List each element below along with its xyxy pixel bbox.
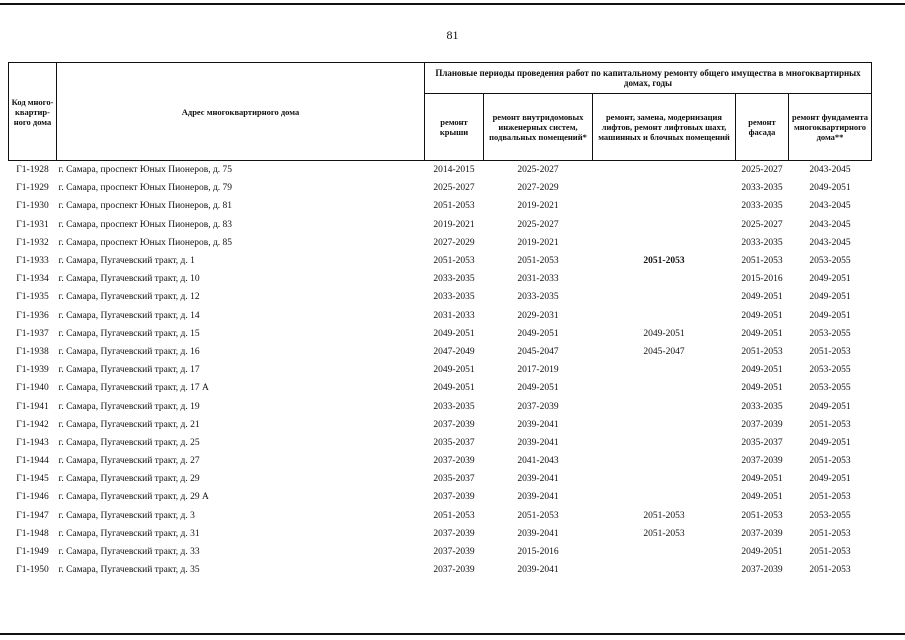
table-row bbox=[9, 343, 872, 361]
cell-roof: 2051-2053 bbox=[433, 510, 475, 521]
cell-facade: 2037-2039 bbox=[741, 419, 783, 430]
table-row bbox=[9, 397, 872, 415]
cell-systems: 2015-2016 bbox=[517, 547, 559, 558]
cell-lifts bbox=[593, 361, 736, 379]
cell-code: Г1-1942 bbox=[16, 419, 49, 430]
cell-address: г. Самара, проспект Юных Пионеров, д. 81 bbox=[58, 201, 233, 212]
cell-roof: 2033-2035 bbox=[433, 292, 475, 303]
cell-facade: 2049-2051 bbox=[741, 310, 783, 321]
cell-systems: 2019-2021 bbox=[517, 201, 559, 212]
cell-code: Г1-1940 bbox=[16, 383, 49, 394]
table-row bbox=[9, 325, 872, 343]
cell-code: Г1-1933 bbox=[16, 256, 49, 267]
cell-facade: 2049-2051 bbox=[741, 365, 783, 376]
cell-facade: 2025-2027 bbox=[741, 165, 783, 176]
cell-foundation: 2043-2045 bbox=[809, 201, 851, 212]
cell-systems: 2033-2035 bbox=[517, 292, 559, 303]
cell-code: Г1-1949 bbox=[16, 547, 49, 558]
header-lifts: ремонт, замена, модернизация лифтов, ремонт лифтовых шахт, машинных и блочных помещений bbox=[593, 94, 736, 161]
cell-facade: 2049-2051 bbox=[741, 547, 783, 558]
header-roof: ремонт крыши bbox=[425, 94, 484, 161]
cell-roof: 2037-2039 bbox=[433, 565, 475, 576]
cell-roof: 2035-2037 bbox=[433, 437, 475, 448]
cell-roof: 2033-2035 bbox=[433, 274, 475, 285]
table-row bbox=[9, 179, 872, 197]
cell-address: г. Самара, Пугачевский тракт, д. 19 bbox=[58, 401, 200, 412]
cell-facade: 2033-2035 bbox=[741, 237, 783, 248]
cell-systems: 2039-2041 bbox=[517, 492, 559, 503]
cell-foundation: 2049-2051 bbox=[809, 292, 851, 303]
cell-foundation: 2053-2055 bbox=[809, 328, 851, 339]
cell-lifts: 2045-2047 bbox=[643, 346, 685, 357]
cell-lifts bbox=[593, 543, 736, 561]
cell-systems: 2017-2019 bbox=[517, 365, 559, 376]
cell-foundation: 2049-2051 bbox=[809, 274, 851, 285]
cell-roof: 2051-2053 bbox=[433, 201, 475, 212]
cell-foundation: 2051-2053 bbox=[809, 456, 851, 467]
cell-systems: 2025-2027 bbox=[517, 165, 559, 176]
cell-lifts bbox=[593, 379, 736, 397]
table-row bbox=[9, 488, 872, 506]
cell-lifts: 2051-2053 bbox=[643, 510, 685, 521]
cell-roof: 2049-2051 bbox=[433, 383, 475, 394]
cell-systems: 2051-2053 bbox=[517, 510, 559, 521]
cell-address: г. Самара, Пугачевский тракт, д. 35 bbox=[58, 565, 200, 576]
table-row bbox=[9, 197, 872, 215]
cell-roof: 2037-2039 bbox=[433, 492, 475, 503]
header-periods: Плановые периоды проведения работ по капитальному ремонту общего имущества в многоквартирных домах, годы bbox=[425, 63, 872, 94]
cell-facade: 2035-2037 bbox=[741, 437, 783, 448]
page-number: 81 bbox=[446, 28, 459, 42]
cell-code: Г1-1938 bbox=[16, 346, 49, 357]
cell-foundation: 2053-2055 bbox=[809, 256, 851, 267]
cell-code: Г1-1931 bbox=[16, 219, 49, 230]
table-row bbox=[9, 507, 872, 525]
cell-address: г. Самара, Пугачевский тракт, д. 17 А bbox=[58, 383, 209, 394]
cell-code: Г1-1928 bbox=[16, 165, 49, 176]
cell-lifts: 2051-2053 bbox=[643, 528, 685, 539]
cell-lifts bbox=[593, 397, 736, 415]
cell-roof: 2014-2015 bbox=[433, 165, 475, 176]
cell-code: Г1-1946 bbox=[16, 492, 49, 503]
cell-facade: 2049-2051 bbox=[741, 383, 783, 394]
cell-code: Г1-1936 bbox=[16, 310, 49, 321]
header-code: Код много-квартир-ного дома bbox=[9, 63, 57, 161]
cell-address: г. Самара, Пугачевский тракт, д. 12 bbox=[58, 292, 200, 303]
table-row bbox=[9, 361, 872, 379]
cell-roof: 2027-2029 bbox=[433, 237, 475, 248]
cell-code: Г1-1930 bbox=[16, 201, 49, 212]
cell-foundation: 2043-2045 bbox=[809, 165, 851, 176]
cell-lifts: 2049-2051 bbox=[643, 328, 685, 339]
cell-systems: 2039-2041 bbox=[517, 565, 559, 576]
cell-systems: 2045-2047 bbox=[517, 346, 559, 357]
cell-systems: 2039-2041 bbox=[517, 419, 559, 430]
cell-facade: 2049-2051 bbox=[741, 474, 783, 485]
cell-foundation: 2051-2053 bbox=[809, 492, 851, 503]
cell-foundation: 2049-2051 bbox=[809, 183, 851, 194]
cell-facade: 2049-2051 bbox=[741, 292, 783, 303]
cell-facade: 2051-2053 bbox=[741, 510, 783, 521]
cell-foundation: 2043-2045 bbox=[809, 237, 851, 248]
table-row bbox=[9, 434, 872, 452]
cell-address: г. Самара, Пугачевский тракт, д. 3 bbox=[58, 510, 195, 521]
table-row bbox=[9, 379, 872, 397]
cell-facade: 2037-2039 bbox=[741, 565, 783, 576]
cell-foundation: 2051-2053 bbox=[809, 528, 851, 539]
cell-roof: 2049-2051 bbox=[433, 328, 475, 339]
cell-facade: 2049-2051 bbox=[741, 328, 783, 339]
cell-code: Г1-1948 bbox=[16, 528, 49, 539]
cell-roof: 2019-2021 bbox=[433, 219, 475, 230]
cell-lifts bbox=[593, 470, 736, 488]
cell-address: г. Самара, проспект Юных Пионеров, д. 83 bbox=[58, 219, 233, 230]
cell-code: Г1-1941 bbox=[16, 401, 49, 412]
cell-roof: 2035-2037 bbox=[433, 474, 475, 485]
cell-systems: 2025-2027 bbox=[517, 219, 559, 230]
cell-address: г. Самара, проспект Юных Пионеров, д. 75 bbox=[58, 165, 233, 176]
cell-address: г. Самара, Пугачевский тракт, д. 25 bbox=[58, 437, 200, 448]
top-rule bbox=[0, 3, 905, 5]
cell-roof: 2025-2027 bbox=[433, 183, 475, 194]
cell-address: г. Самара, Пугачевский тракт, д. 33 bbox=[58, 547, 200, 558]
table-row bbox=[9, 288, 872, 306]
cell-roof: 2037-2039 bbox=[433, 547, 475, 558]
cell-systems: 2031-2033 bbox=[517, 274, 559, 285]
cell-foundation: 2051-2053 bbox=[809, 419, 851, 430]
table-body bbox=[9, 161, 872, 580]
table-row bbox=[9, 307, 872, 325]
cell-facade: 2033-2035 bbox=[741, 401, 783, 412]
cell-lifts: 2051-2053 bbox=[643, 256, 685, 267]
cell-lifts bbox=[593, 416, 736, 434]
bottom-rule bbox=[0, 633, 905, 635]
cell-code: Г1-1950 bbox=[16, 565, 49, 576]
cell-foundation: 2049-2051 bbox=[809, 437, 851, 448]
cell-address: г. Самара, Пугачевский тракт, д. 27 bbox=[58, 456, 200, 467]
cell-address: г. Самара, Пугачевский тракт, д. 21 bbox=[58, 419, 200, 430]
cell-foundation: 2051-2053 bbox=[809, 346, 851, 357]
cell-foundation: 2053-2055 bbox=[809, 383, 851, 394]
cell-roof: 2047-2049 bbox=[433, 346, 475, 357]
cell-address: г. Самара, Пугачевский тракт, д. 29 bbox=[58, 474, 200, 485]
cell-code: Г1-1929 bbox=[16, 183, 49, 194]
table-row bbox=[9, 270, 872, 288]
cell-address: г. Самара, Пугачевский тракт, д. 14 bbox=[58, 310, 200, 321]
cell-lifts bbox=[593, 288, 736, 306]
cell-code: Г1-1943 bbox=[16, 437, 49, 448]
cell-lifts bbox=[593, 434, 736, 452]
table-row bbox=[9, 252, 872, 270]
cell-systems: 2049-2051 bbox=[517, 383, 559, 394]
cell-systems: 2019-2021 bbox=[517, 237, 559, 248]
table-row bbox=[9, 561, 872, 579]
cell-address: г. Самара, Пугачевский тракт, д. 1 bbox=[58, 256, 195, 267]
cell-lifts bbox=[593, 452, 736, 470]
cell-code: Г1-1944 bbox=[16, 456, 49, 467]
header-systems: ремонт внутридомовых инженерных систем, подвальных помещений* bbox=[484, 94, 593, 161]
cell-roof: 2051-2053 bbox=[433, 256, 475, 267]
cell-lifts bbox=[593, 216, 736, 234]
cell-roof: 2049-2051 bbox=[433, 365, 475, 376]
cell-facade: 2025-2027 bbox=[741, 219, 783, 230]
table-row bbox=[9, 216, 872, 234]
cell-code: Г1-1937 bbox=[16, 328, 49, 339]
cell-systems: 2027-2029 bbox=[517, 183, 559, 194]
table-row bbox=[9, 416, 872, 434]
cell-foundation: 2051-2053 bbox=[809, 565, 851, 576]
cell-address: г. Самара, Пугачевский тракт, д. 10 bbox=[58, 274, 200, 285]
cell-code: Г1-1932 bbox=[16, 237, 49, 248]
cell-code: Г1-1945 bbox=[16, 474, 49, 485]
cell-systems: 2039-2041 bbox=[517, 528, 559, 539]
table-row bbox=[9, 470, 872, 488]
cell-lifts bbox=[593, 488, 736, 506]
cell-address: г. Самара, Пугачевский тракт, д. 29 А bbox=[58, 492, 209, 503]
cell-facade: 2049-2051 bbox=[741, 492, 783, 503]
cell-code: Г1-1947 bbox=[16, 510, 49, 521]
cell-address: г. Самара, Пугачевский тракт, д. 16 bbox=[58, 346, 200, 357]
header-facade: ремонт фасада bbox=[736, 94, 789, 161]
repair-schedule-table bbox=[8, 62, 872, 579]
cell-facade: 2051-2053 bbox=[741, 346, 783, 357]
cell-systems: 2039-2041 bbox=[517, 474, 559, 485]
table-row bbox=[9, 525, 872, 543]
cell-lifts bbox=[593, 561, 736, 579]
table-row bbox=[9, 234, 872, 252]
cell-address: г. Самара, Пугачевский тракт, д. 17 bbox=[58, 365, 200, 376]
cell-systems: 2041-2043 bbox=[517, 456, 559, 467]
cell-systems: 2037-2039 bbox=[517, 401, 559, 412]
cell-code: Г1-1935 bbox=[16, 292, 49, 303]
cell-foundation: 2053-2055 bbox=[809, 510, 851, 521]
cell-facade: 2037-2039 bbox=[741, 528, 783, 539]
table-row bbox=[9, 452, 872, 470]
cell-facade: 2037-2039 bbox=[741, 456, 783, 467]
cell-lifts bbox=[593, 197, 736, 215]
cell-address: г. Самара, Пугачевский тракт, д. 31 bbox=[58, 528, 200, 539]
cell-lifts bbox=[593, 179, 736, 197]
cell-systems: 2039-2041 bbox=[517, 437, 559, 448]
cell-facade: 2033-2035 bbox=[741, 183, 783, 194]
cell-facade: 2033-2035 bbox=[741, 201, 783, 212]
cell-facade: 2015-2016 bbox=[741, 274, 783, 285]
cell-code: Г1-1939 bbox=[16, 365, 49, 376]
cell-lifts bbox=[593, 161, 736, 180]
cell-foundation: 2043-2045 bbox=[809, 219, 851, 230]
cell-foundation: 2049-2051 bbox=[809, 474, 851, 485]
cell-systems: 2029-2031 bbox=[517, 310, 559, 321]
cell-lifts bbox=[593, 307, 736, 325]
header-foundation: ремонт фундамента многоквартирного дома** bbox=[789, 94, 872, 161]
cell-roof: 2037-2039 bbox=[433, 419, 475, 430]
table-row bbox=[9, 543, 872, 561]
cell-lifts bbox=[593, 234, 736, 252]
cell-foundation: 2049-2051 bbox=[809, 401, 851, 412]
header-address: Адрес многоквартирного дома bbox=[57, 63, 425, 161]
cell-roof: 2033-2035 bbox=[433, 401, 475, 412]
cell-address: г. Самара, проспект Юных Пионеров, д. 85 bbox=[58, 237, 233, 248]
cell-facade: 2051-2053 bbox=[741, 256, 783, 267]
cell-systems: 2049-2051 bbox=[517, 328, 559, 339]
cell-roof: 2037-2039 bbox=[433, 528, 475, 539]
table-row bbox=[9, 161, 872, 180]
cell-foundation: 2053-2055 bbox=[809, 365, 851, 376]
cell-address: г. Самара, проспект Юных Пионеров, д. 79 bbox=[58, 183, 233, 194]
cell-systems: 2051-2053 bbox=[517, 256, 559, 267]
cell-foundation: 2049-2051 bbox=[809, 310, 851, 321]
cell-code: Г1-1934 bbox=[16, 274, 49, 285]
cell-roof: 2031-2033 bbox=[433, 310, 475, 321]
cell-foundation: 2051-2053 bbox=[809, 547, 851, 558]
cell-address: г. Самара, Пугачевский тракт, д. 15 bbox=[58, 328, 200, 339]
cell-roof: 2037-2039 bbox=[433, 456, 475, 467]
cell-lifts bbox=[593, 270, 736, 288]
